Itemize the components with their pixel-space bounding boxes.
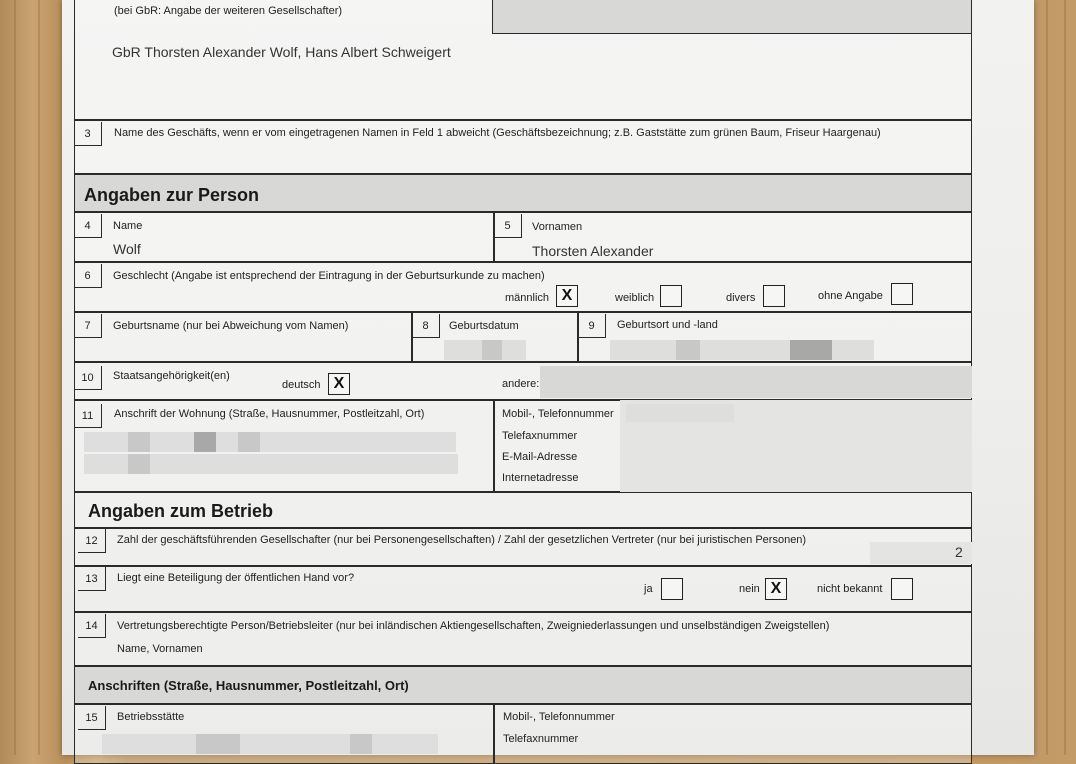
field-12-value[interactable]: 2 <box>955 544 963 560</box>
gender-female-checkbox[interactable] <box>660 285 682 307</box>
field-8-label: Geburtsdatum <box>449 320 519 332</box>
field-4-value[interactable]: Wolf <box>113 241 141 257</box>
field-9-redacted-a <box>676 340 700 360</box>
field-4-label: Name <box>113 220 143 232</box>
field-15-label: Betriebsstätte <box>117 711 185 723</box>
field-15-fax-label: Telefaxnummer <box>503 733 579 745</box>
field-5-number: 5 <box>494 214 522 238</box>
field-14-number: 14 <box>78 614 106 638</box>
field-8-redacted-dark <box>482 340 502 360</box>
field-8-number: 8 <box>412 314 440 338</box>
gender-none-checkbox[interactable] <box>891 283 913 305</box>
contact-phone-label: Mobil-, Telefonnummer <box>502 408 614 420</box>
field-3-label: Name des Geschäfts, wenn er vom eingetragenen Namen in Feld 1 abweicht (Geschäftsbezeichnung; z.B. Gaststätte zum grünen Baum, Friseur Haargenau) <box>114 127 881 139</box>
trade-registration-form <box>74 0 972 755</box>
section-anschriften-title: Anschriften (Straße, Hausnummer, Postleitzahl, Ort) <box>88 678 409 693</box>
nationality-german-checkbox[interactable]: X <box>328 373 350 395</box>
field-9-number: 9 <box>578 314 606 338</box>
field-9-redacted <box>610 340 874 360</box>
nationality-other-field[interactable] <box>540 366 972 398</box>
contact-phone-redacted <box>626 404 734 422</box>
field-2-value[interactable]: GbR Thorsten Alexander Wolf, Hans Albert Schweigert <box>112 44 451 60</box>
gender-diverse-checkbox[interactable] <box>763 285 785 307</box>
field-9-redacted-b <box>790 340 832 360</box>
gender-none-label: ohne Angabe <box>818 290 883 302</box>
section-betrieb-title: Angaben zum Betrieb <box>88 501 274 521</box>
address-redacted-line2-a <box>128 454 150 474</box>
section-person-title: Angaben zur Person <box>84 185 260 205</box>
field-10-label: Staatsangehörigkeit(en) <box>113 370 230 382</box>
public-no-checkbox[interactable]: X <box>765 578 787 600</box>
field-14-sublabel: Name, Vornamen <box>117 643 203 655</box>
public-unknown-label: nicht bekannt <box>817 583 883 595</box>
public-unknown-checkbox[interactable] <box>891 578 913 600</box>
nationality-german-label: deutsch <box>282 379 321 391</box>
field-6-label: Geschlecht (Angabe ist entsprechend der Eintragung in der Geburtsurkunde zu machen) <box>113 270 545 282</box>
field-7-label: Geburtsname (nur bei Abweichung vom Namen) <box>113 320 349 332</box>
contact-email-label: E-Mail-Adresse <box>502 451 578 463</box>
contact-web-label: Internetadresse <box>502 472 579 484</box>
field-11-label: Anschrift der Wohnung (Straße, Hausnummer, Postleitzahl, Ort) <box>114 408 425 420</box>
field-5-value[interactable]: Thorsten Alexander <box>532 243 654 259</box>
nationality-other-label: andere: <box>502 378 540 390</box>
field-15-redacted-a <box>196 734 240 754</box>
field-6-number: 6 <box>74 264 102 288</box>
address-redacted-line1-b <box>194 432 216 452</box>
field-5-label: Vornamen <box>532 221 583 233</box>
address-redacted-line1-a <box>128 432 150 452</box>
field-2-hint: (bei GbR: Angabe der weiteren Gesellschafter) <box>114 5 343 17</box>
gender-female-label: weiblich <box>615 292 655 304</box>
field-13-label: Liegt eine Beteiligung der öffentlichen Hand vor? <box>117 572 355 584</box>
public-yes-checkbox[interactable] <box>661 578 683 600</box>
gender-male-checkbox[interactable]: X <box>556 285 578 307</box>
gender-male-label: männlich <box>505 292 550 304</box>
field-15-redacted-b <box>350 734 372 754</box>
field-15-redacted <box>102 734 438 754</box>
field-4-number: 4 <box>74 214 102 238</box>
field-15-number: 15 <box>78 706 106 730</box>
address-redacted-line1-c <box>238 432 260 452</box>
field-2-right-box <box>492 0 972 34</box>
field-10-number: 10 <box>74 366 102 390</box>
field-12-label: Zahl der geschäftsführenden Gesellschafter (nur bei Personengesellschaften) / Zahl der gesetzlichen Vertreter (nur bei juristischen Personen) <box>117 534 807 546</box>
public-yes-label: ja <box>644 583 653 595</box>
gender-diverse-label: divers <box>726 292 756 304</box>
field-14-label: Vertretungsberechtigte Person/Betriebsleiter (nur bei inländischen Aktiengesellschaften, Zweigniederlassungen und unselbständigen Zweigstellen) <box>117 620 830 632</box>
field-9-label: Geburtsort und -land <box>617 319 718 331</box>
field-13-number: 13 <box>78 567 106 591</box>
field-11-number: 11 <box>74 404 102 428</box>
contact-fax-label: Telefaxnummer <box>502 430 578 442</box>
public-no-label: nein <box>739 583 760 595</box>
field-3-number: 3 <box>74 122 102 146</box>
field-7-number: 7 <box>74 314 102 338</box>
field-12-number: 12 <box>78 529 106 553</box>
field-15-phone-label: Mobil-, Telefonnummer <box>503 711 615 723</box>
